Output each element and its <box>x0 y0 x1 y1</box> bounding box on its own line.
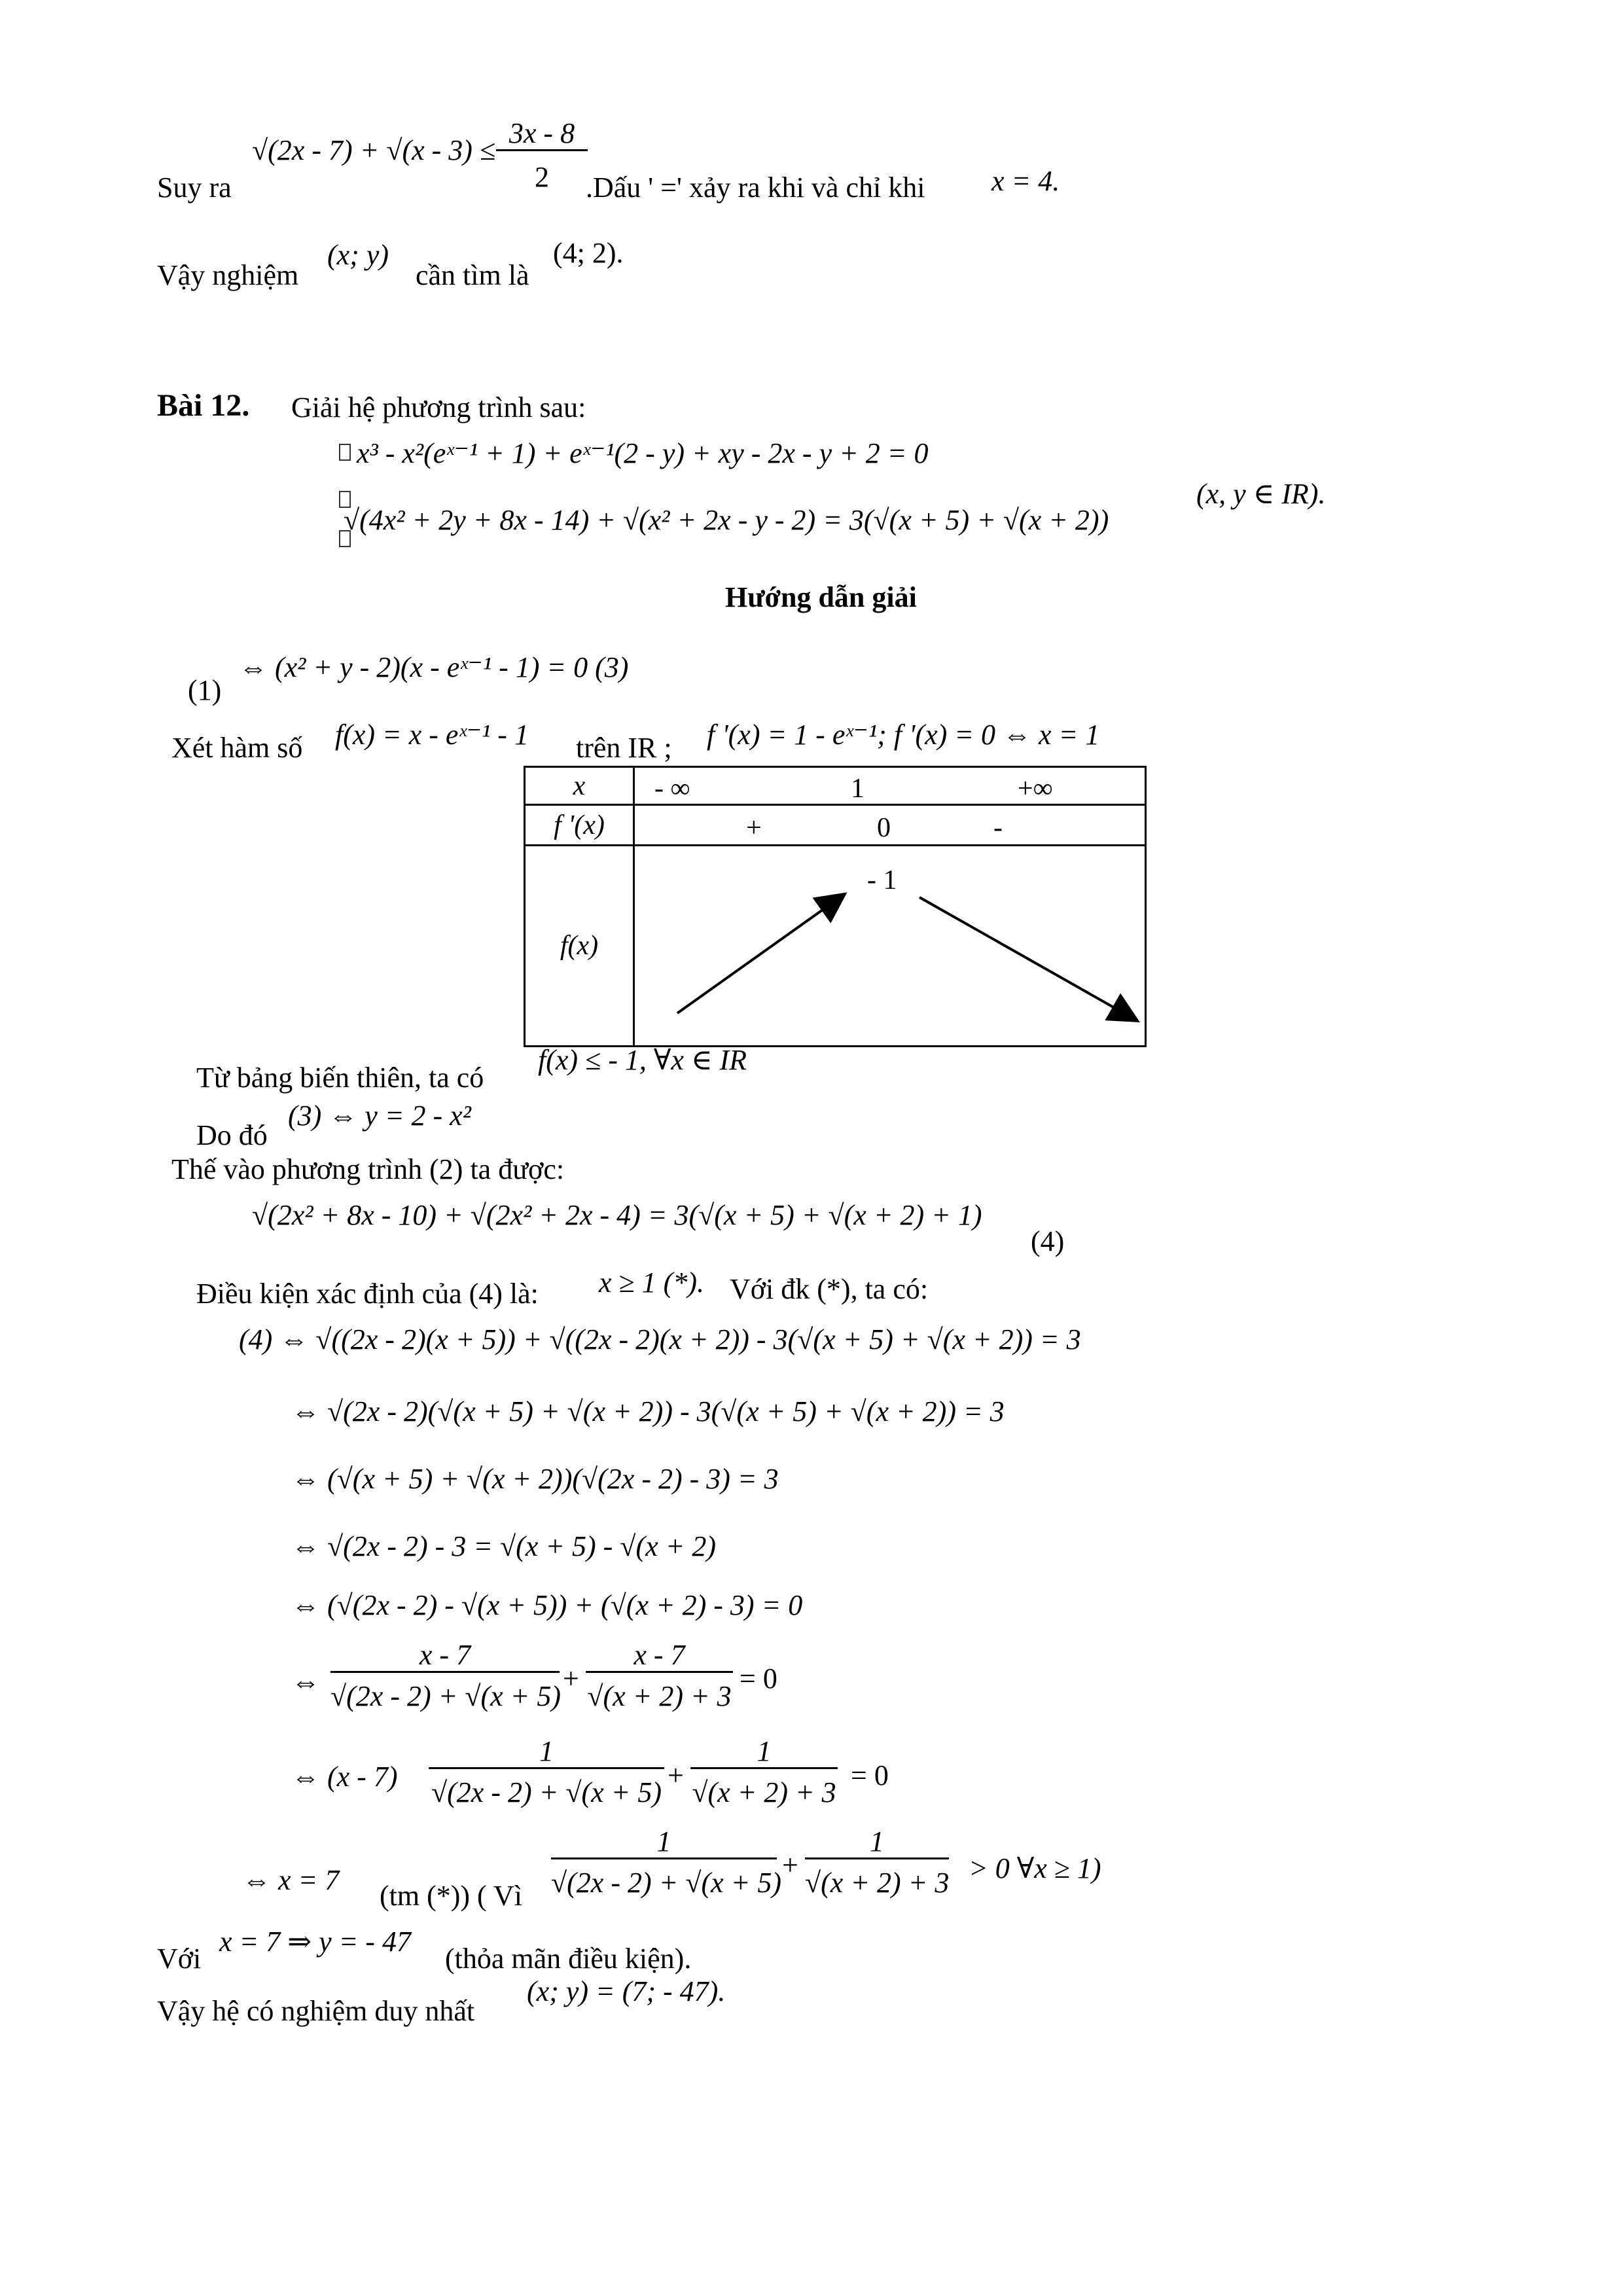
variation-arrows <box>635 846 1145 1043</box>
fraction-numerator: x - 7 <box>419 1639 471 1671</box>
table-x-values <box>634 767 1146 805</box>
line1-label: (1) <box>188 674 222 706</box>
xet-derivative: f '(x) = 1 - eˣ⁻¹; f '(x) = 0 ⇔ x = 1 <box>707 719 1100 751</box>
step-3: ⇔ (√(x + 5) + √(x + 2))(√(2x - 2) - 3) = 3 <box>291 1463 779 1495</box>
problem-statement: Giải hệ phương trình sau: <box>291 391 586 423</box>
xet-label: Xét hàm số <box>171 732 303 764</box>
solution-heading: Hướng dẫn giải <box>725 581 917 613</box>
dau-value: x = 4. <box>991 165 1060 197</box>
do-do-label: Do đó <box>196 1119 268 1151</box>
table-deriv-label: f '(x) <box>525 805 634 846</box>
dk-value: x ≥ 1 (*). <box>599 1266 704 1299</box>
deriv-zero: 0 <box>877 813 891 843</box>
step-8-fraction-1 <box>551 1825 781 1899</box>
table-x-label: x <box>525 767 634 805</box>
dk-tail: Với đk (*), ta có: <box>730 1273 929 1305</box>
step-7-fraction-2 <box>690 1736 838 1809</box>
step-6-fraction-1 <box>330 1640 560 1713</box>
step-1: (4) ⇔ √((2x - 2)(x + 5)) + √((2x - 2)(x + 2)) - 3(√(x + 5) + √(x + 2)) = 3 <box>239 1323 1081 1355</box>
step-6-prefix: ⇔ <box>291 1666 320 1698</box>
step-7-prefix: ⇔ (x - 7) <box>291 1761 398 1793</box>
equation-4-tag: (4) <box>1031 1225 1065 1257</box>
voi-label: Với <box>157 1943 202 1975</box>
line1-equation: ⇔ (x² + y - 2)(x - eˣ⁻¹ - 1) = 0 (3) <box>239 651 629 683</box>
step-8-prefix: ⇔ x = 7 <box>242 1864 340 1896</box>
equation-2: √(4x² + 2y + 8x - 14) + √(x² + 2x - y - 2) = 3(√(x + 5) + √(x + 2)) <box>344 504 1109 536</box>
step-5: ⇔ (√(2x - 2) - √(x + 5)) + (√(x + 2) - 3) = 0 <box>291 1589 803 1621</box>
fraction-numerator: 1 <box>870 1825 884 1857</box>
voi-value: x = 7 ⇒ y = - 47 <box>219 1926 411 1958</box>
fraction-numerator: 3x - 8 <box>508 117 575 149</box>
final-label: Vậy hệ có nghiệm duy nhất <box>157 1995 475 2027</box>
fraction-numerator: x - 7 <box>633 1639 685 1671</box>
fraction-denominator: √(x + 2) + 3 <box>690 1767 838 1808</box>
tu-bang-label: Từ bảng biến thiên, ta có <box>196 1062 484 1094</box>
step-8-tm: (tm (*)) ( Vì <box>380 1880 522 1912</box>
fraction-denominator: √(2x - 2) + √(x + 5) <box>330 1671 560 1712</box>
deriv-plus: + <box>746 813 762 843</box>
step-7-fraction-1 <box>429 1736 664 1809</box>
suy-ra-label: Suy ra <box>157 171 232 204</box>
vay-value: (4; 2). <box>553 237 624 269</box>
equation-1: x³ - x²(eˣ⁻¹ + 1) + eˣ⁻¹(2 - y) + xy - 2x - y + 2 = 0 <box>357 437 929 469</box>
system-brace-top <box>339 444 351 461</box>
fraction-numerator: 1 <box>656 1825 671 1857</box>
step-8-fraction-2 <box>805 1826 949 1899</box>
fraction-denominator: 2 <box>496 149 588 193</box>
fraction-numerator: 1 <box>539 1735 554 1767</box>
equation-4: √(2x² + 8x - 10) + √(2x² + 2x - 4) = 3(√(x + 5) + √(x + 2) + 1) <box>252 1199 982 1231</box>
step-2: ⇔ √(2x - 2)(√(x + 5) + √(x + 2)) - 3(√(x + 5) + √(x + 2)) = 3 <box>291 1395 1005 1427</box>
fraction-denominator: √(x + 2) + 3 <box>586 1671 733 1712</box>
step-6-plus: + <box>563 1662 579 1695</box>
step-6-fraction-2 <box>586 1640 733 1713</box>
the-vao: Thế vào phương trình (2) ta được: <box>171 1153 565 1185</box>
f-max-value: - 1 <box>867 865 897 895</box>
table-f-label: f(x) <box>525 846 634 1047</box>
dk-label: Điều kiện xác định của (4) là: <box>196 1278 539 1310</box>
step-7-post: = 0 <box>851 1759 889 1791</box>
table-f-values <box>634 846 1146 1047</box>
vay-var: (x; y) <box>327 239 389 271</box>
x-neg-inf: - ∞ <box>654 774 690 804</box>
fraction-denominator: √(x + 2) + 3 <box>805 1857 949 1899</box>
problem-number: Bài 12. <box>157 388 250 423</box>
dau-text: .Dấu ' =' xảy ra khi và chỉ khi <box>586 171 925 204</box>
increase-arrow <box>677 895 843 1013</box>
decrease-arrow <box>919 897 1135 1020</box>
final-value: (x; y) = (7; - 47). <box>527 1975 726 2007</box>
vay-label: Vậy nghiệm <box>157 259 299 291</box>
suy-ra-inequality: √(2x - 7) + √(x - 3) ≤ <box>252 134 496 166</box>
step-8-post: > 0 ∀x ≥ 1) <box>969 1852 1101 1884</box>
deriv-minus: - <box>993 813 1003 843</box>
table-deriv-values <box>634 805 1146 846</box>
fraction-denominator: √(2x - 2) + √(x + 5) <box>551 1857 777 1899</box>
variation-table <box>524 766 1147 1047</box>
fraction-numerator: 1 <box>757 1735 772 1767</box>
xet-tren: trên IR ; <box>576 732 672 764</box>
vay-mid: cần tìm là <box>416 259 529 291</box>
step-4: ⇔ √(2x - 2) - 3 = √(x + 5) - √(x + 2) <box>291 1530 716 1562</box>
x-one: 1 <box>851 774 865 804</box>
tu-bang-value: f(x) ≤ - 1, ∀x ∈ IR <box>538 1044 747 1076</box>
domain: (x, y ∈ IR). <box>1196 478 1326 510</box>
step-6-post: = 0 <box>740 1662 777 1695</box>
xet-function: f(x) = x - eˣ⁻¹ - 1 <box>335 719 529 751</box>
voi-tail: (thỏa mãn điều kiện). <box>445 1943 692 1975</box>
fraction-denominator: √(2x - 2) + √(x + 5) <box>429 1767 664 1808</box>
step-7-plus: + <box>668 1759 684 1791</box>
step-8-plus: + <box>782 1849 798 1881</box>
suy-ra-fraction <box>496 118 588 194</box>
do-do-value: (3) ⇔ y = 2 - x² <box>288 1100 471 1132</box>
x-pos-inf: +∞ <box>1018 774 1053 804</box>
